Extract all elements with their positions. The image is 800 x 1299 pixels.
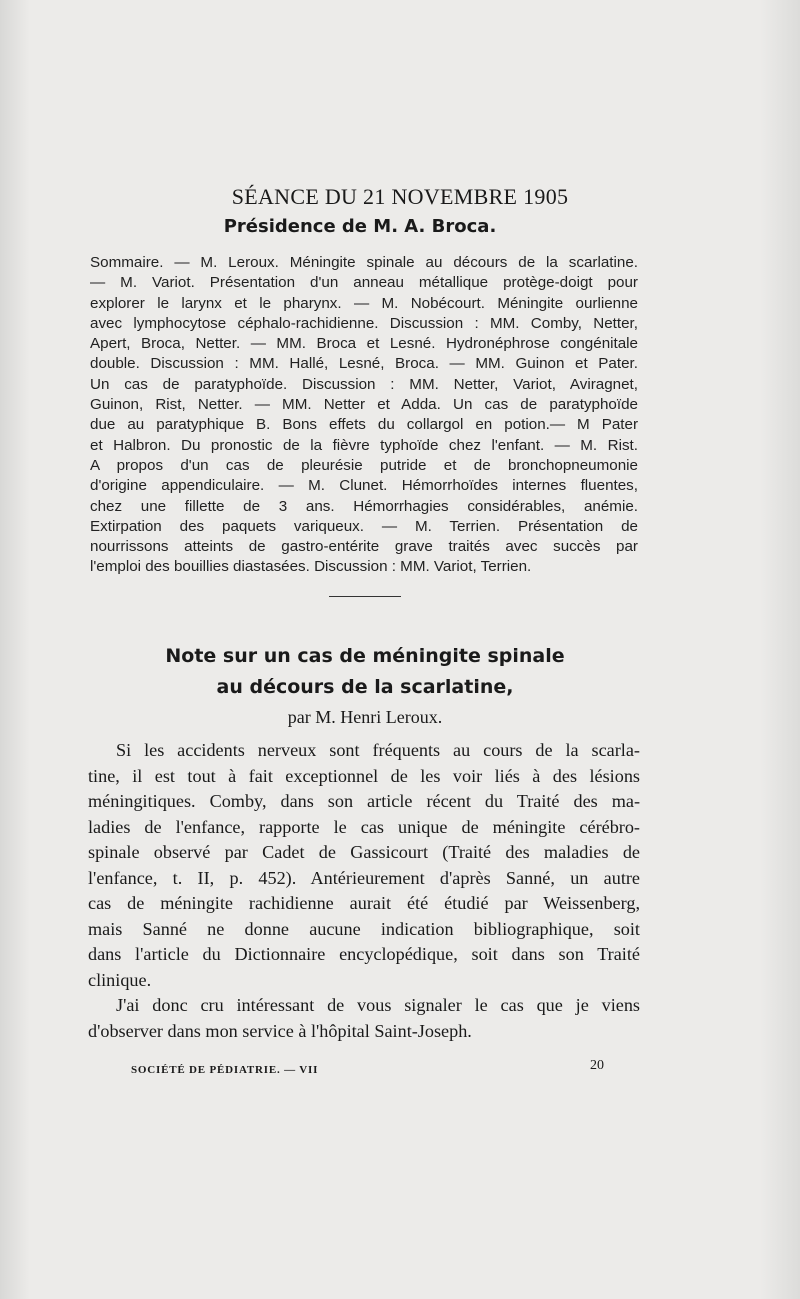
page-number: 20: [590, 1058, 604, 1073]
summary-line: A propos d'un cas de pleurésie putride et de bronchopneumonie: [90, 456, 638, 474]
summary-line: — M. Variot. Présentation d'un anneau métallique protège-doigt pour: [90, 274, 638, 292]
summary-line: chez une fillette de 3 ans. Hémorrhagies considérables, anémie.: [90, 497, 638, 515]
summary-line: nourrissons atteints de gastro-entérite grave traités avec succès par: [90, 538, 638, 556]
summary-line: Extirpation des paquets variqueux. — M. Terrien. Présentation de: [90, 517, 638, 535]
body-line: spinale observé par Cadet de Gassicourt (Traité des maladies de: [88, 842, 640, 862]
presidency-line: Présidence de M. A. Broca.: [223, 216, 497, 237]
summary-line: explorer le larynx et le pharynx. — M. Nobécourt. Méningite ourlienne: [90, 294, 638, 312]
body-line: ladies de l'enfance, rapporte le cas unique de méningite cérébro-: [88, 816, 640, 837]
summary-line: d'origine appendiculaire. — M. Clunet. Hémorrhoïdes internes fluentes,: [90, 477, 638, 495]
body-line: Si les accidents nerveux sont fréquents au cours de la scarla-: [116, 740, 640, 760]
article-title-line-2: au décours de la scarlatine,: [216, 676, 514, 698]
article-body: [88, 738, 640, 1044]
summary-line: double. Discussion : MM. Hallé, Lesné, Broca. — MM. Guinon et Pater.: [90, 355, 638, 373]
body-line: mais Sanné ne donne aucune indication bibliographique, soit: [88, 918, 640, 939]
summary-line: Apert, Broca, Netter. — MM. Broca et Lesné. Hydronéphrose congénitale: [90, 335, 638, 353]
body-line: méningitiques. Comby, dans son article récent du Traité des ma-: [88, 791, 640, 811]
session-heading: SÉANCE DU 21 NOVEMBRE 1905: [231, 184, 569, 209]
body-line: d'observer dans mon service à l'hôpital Saint-Joseph.: [88, 1020, 472, 1041]
summary-block: [90, 253, 638, 578]
section-divider: [329, 596, 401, 597]
summary-line: et Halbron. Du pronostic de la fièvre typhoïde chez l'enfant. — M. Rist.: [90, 436, 638, 454]
body-line: cas de méningite rachidienne aurait été étudié par Weissenberg,: [88, 893, 640, 913]
summary-line: Sommaire. — M. Leroux. Méningite spinale au décours de la scarlatine.: [90, 254, 638, 271]
summary-line: due au paratyphique B. Bons effets du collargol en potion.— M Pater: [90, 416, 638, 434]
body-line: J'ai donc cru intéressant de vous signaler le cas que je viens: [116, 995, 640, 1015]
body-line: clinique.: [88, 969, 152, 990]
running-footer: SOCIÉTÉ DE PÉDIATRIE. — VII: [131, 1064, 319, 1076]
author-byline: par M. Henri Leroux.: [287, 707, 443, 727]
summary-line: Guinon, Rist, Netter. — MM. Netter et Adda. Un cas de paratyphoïde: [90, 396, 638, 414]
summary-line: avec lymphocytose céphalo-rachidienne. Discussion : MM. Comby, Netter,: [90, 314, 638, 332]
body-line: dans l'article du Dictionnaire encyclopédique, soit dans son Traité: [88, 944, 640, 964]
summary-line: l'emploi des bouillies diastasées. Discussion : MM. Variot, Terrien.: [90, 558, 532, 576]
summary-line: Un cas de paratyphoïde. Discussion : MM. Netter, Variot, Aviragnet,: [90, 375, 638, 393]
article-title-line-1: Note sur un cas de méningite spinale: [165, 645, 565, 667]
body-line: tine, il est tout à fait exceptionnel de les voir liés à des lésions: [88, 765, 640, 786]
body-line: l'enfance, t. II, p. 452). Antérieurement d'après Sanné, un autre: [88, 867, 640, 888]
